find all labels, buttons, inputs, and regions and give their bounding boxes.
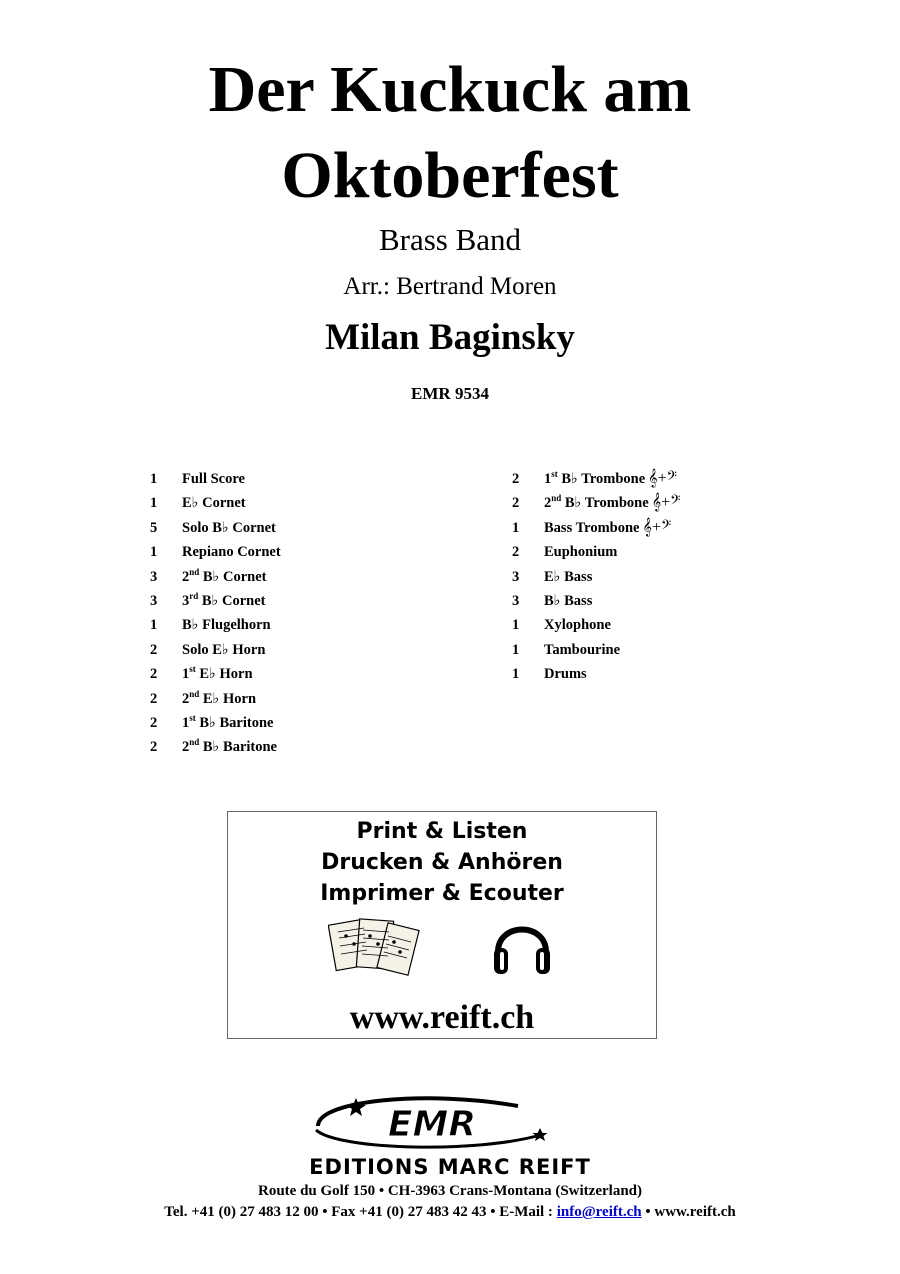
ordinal-number: 2 (182, 690, 190, 707)
title-line-1: Der Kuckuck am (208, 53, 692, 126)
instrument-quantity: 1 (150, 495, 158, 512)
instrument-name (182, 540, 281, 564)
ordinal-number: 1 (182, 714, 190, 731)
instrument-quantity: 5 (150, 519, 158, 536)
ordinal-number: 2 (544, 495, 552, 512)
instrument-row (512, 516, 842, 540)
instrument-name (182, 516, 276, 540)
instrument-row (512, 491, 842, 515)
instrument-name (182, 735, 277, 759)
instrument-name (544, 638, 620, 662)
instrument-quantity: 2 (150, 666, 158, 683)
ordinal-suffix: nd (551, 493, 562, 504)
ordinal-number: 1 (544, 471, 552, 487)
instrument-row (150, 540, 480, 564)
title-line-2: Oktoberfest (281, 139, 619, 212)
instrument-row (512, 565, 842, 589)
instrument-quantity: 2 (512, 471, 520, 487)
instrument-row (150, 491, 480, 515)
instrument-row (150, 638, 480, 662)
clef-icon: 𝄞+𝄢 (651, 494, 681, 512)
emr-logo-text: EMR (387, 1104, 477, 1145)
ordinal-suffix: nd (189, 566, 200, 577)
ordinal-suffix: st (189, 664, 196, 675)
ordinal-suffix: rd (189, 590, 199, 601)
arranger-credit: Arr.: Bertrand Moren (343, 273, 557, 300)
ensemble-subtitle: Brass Band (378, 222, 522, 257)
instrument-row (150, 467, 480, 491)
instrument-quantity: 3 (150, 592, 158, 609)
instrument-row (150, 735, 480, 759)
print-listen-box[interactable] (227, 811, 657, 1039)
instrument-row (512, 467, 842, 491)
instrument-name (182, 565, 267, 589)
instrument-row (150, 687, 480, 711)
instrument-label: Drums (544, 666, 587, 683)
ordinal-number: 3 (182, 592, 190, 609)
instrument-label: Bass Trombone (544, 519, 640, 536)
instrument-quantity: 2 (150, 690, 158, 707)
instrument-row (150, 565, 480, 589)
instrument-label: B♭ Baritone (202, 739, 277, 756)
instrument-quantity: 1 (150, 544, 158, 561)
emr-logo (308, 1092, 558, 1152)
instrument-label: Solo E♭ Horn (182, 641, 266, 658)
instrument-quantity: 2 (150, 641, 158, 658)
instrument-label: Euphonium (544, 544, 618, 561)
instrument-name (182, 491, 246, 515)
instrument-label: B♭ Flugelhorn (182, 617, 271, 634)
instrument-name (544, 662, 587, 686)
instrument-name (544, 540, 617, 564)
instrument-label: B♭ Bass (544, 592, 593, 609)
instrument-row (512, 662, 842, 686)
sheet-music-icon (328, 916, 420, 980)
instrument-name (182, 687, 256, 711)
instrument-name (182, 638, 265, 662)
instrument-label: Repiano Cornet (182, 544, 281, 561)
instrument-label: Xylophone (544, 617, 611, 634)
clef-icon: 𝄞+𝄢 (648, 470, 677, 487)
instrument-label: B♭ Cornet (201, 592, 266, 609)
promo-line-french: Imprimer & Ecouter (320, 881, 564, 906)
ordinal-suffix: nd (189, 688, 200, 699)
instrument-name (544, 491, 680, 515)
instrument-name (182, 613, 271, 637)
instrument-name (182, 662, 253, 686)
clef-icon: 𝄞+𝄢 (642, 518, 672, 536)
ordinal-number: 2 (182, 739, 190, 756)
instrument-quantity: 3 (150, 568, 158, 585)
contact-phone-fax: Tel. +41 (0) 27 483 12 00 • Fax +41 (0) 27 483 42 43 • E-Mail : (164, 1204, 553, 1220)
instrument-label: B♭ Baritone (199, 714, 274, 731)
headphones-icon (490, 912, 554, 978)
instrument-quantity: 1 (512, 666, 520, 683)
instrument-label: Full Score (182, 471, 245, 487)
instrument-quantity: 2 (150, 739, 158, 756)
instrument-label: E♭ Bass (544, 568, 593, 585)
promo-website-url[interactable]: www.reift.ch (349, 999, 535, 1036)
instrument-name (544, 467, 677, 491)
instrument-row (150, 516, 480, 540)
instrument-quantity: 1 (150, 617, 158, 634)
instrument-name (182, 711, 273, 735)
instrument-label: B♭ Trombone (564, 495, 649, 512)
promo-line-german: Drucken & Anhören (321, 850, 563, 875)
email-link[interactable]: info@reift.ch (556, 1204, 642, 1220)
instrument-label: Tambourine (544, 641, 621, 658)
instrument-row (150, 662, 480, 686)
instrument-name (182, 467, 245, 491)
instrument-name (544, 613, 611, 637)
instrument-label: E♭ Horn (202, 690, 257, 707)
instrument-row (512, 638, 842, 662)
instrument-label: B♭ Trombone (561, 471, 646, 487)
instrument-name (544, 516, 671, 540)
instrument-row (150, 589, 480, 613)
instrument-quantity: 1 (512, 641, 520, 658)
instrument-label: Solo B♭ Cornet (182, 519, 276, 536)
catalog-number: EMR 9534 (411, 384, 489, 403)
ordinal-number: 2 (182, 568, 190, 585)
ordinal-number: 1 (182, 666, 190, 683)
ordinal-suffix: st (189, 712, 196, 723)
instrument-label: E♭ Cornet (182, 495, 246, 512)
instrument-row (512, 613, 842, 637)
publisher-address: Route du Golf 150 • CH-3963 Crans-Montana (Switzerland) (258, 1183, 642, 1199)
publisher-contact (0, 1203, 900, 1221)
instrumentation-list-left (150, 467, 480, 760)
contact-website[interactable]: • www.reift.ch (645, 1204, 736, 1220)
instrument-row (150, 613, 480, 637)
ordinal-suffix: nd (189, 737, 200, 748)
ordinal-suffix: st (551, 469, 558, 479)
instrument-name (544, 589, 592, 613)
instrument-quantity: 1 (512, 617, 520, 634)
publisher-name: EDITIONS MARC REIFT (309, 1155, 591, 1179)
instrument-quantity: 2 (512, 495, 520, 512)
instrument-name (182, 589, 266, 613)
promo-line-english: Print & Listen (356, 819, 528, 844)
instrument-name (544, 565, 592, 589)
instrument-row (512, 540, 842, 564)
instrument-quantity: 2 (150, 714, 158, 731)
instrument-quantity: 2 (512, 544, 520, 561)
instrument-quantity: 1 (150, 471, 158, 487)
instrument-quantity: 3 (512, 568, 520, 585)
instrument-row (150, 711, 480, 735)
instrument-quantity: 3 (512, 592, 520, 609)
instrumentation-list-right (512, 467, 842, 687)
instrument-label: E♭ Horn (199, 666, 253, 683)
composer-name: Milan Baginsky (325, 317, 575, 358)
instrument-label: B♭ Cornet (202, 568, 267, 585)
instrument-quantity: 1 (512, 519, 520, 536)
instrument-row (512, 589, 842, 613)
